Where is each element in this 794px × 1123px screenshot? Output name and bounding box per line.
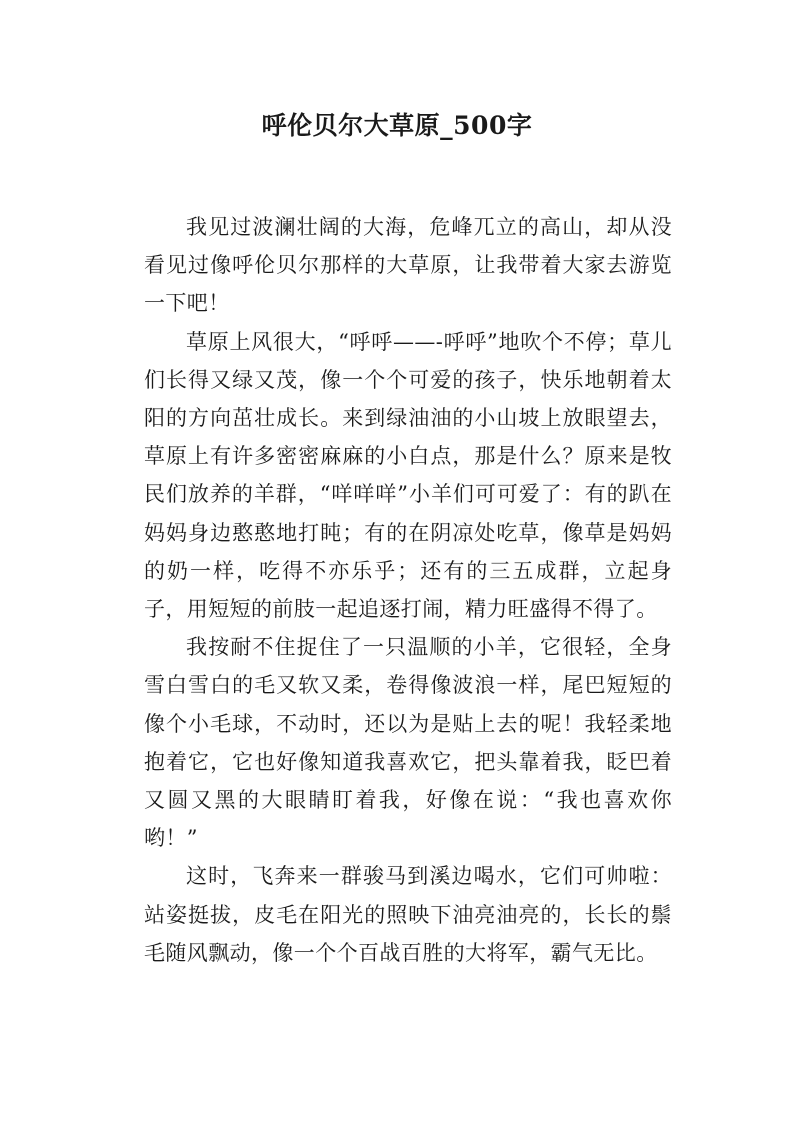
paragraph-2: 草原上风很大，“呼呼——-呼呼”地吹个不停；草儿们长得又绿又茂，像一个个可爱的孩子，快乐地朝着太阳的方向茁壮成长。来到绿油油的小山坡上放眼望去，草原上有许多密密麻麻的小白点，那是什么？原来是牧民们放养的羊群，“咩咩咩”小羊们可可爱了：有的趴在妈妈身边憨憨地打盹；有的在阴凉处吃草，像草是妈妈的奶一样，吃得不亦乐乎；还有的三五成群，立起身子，用短短的前肢一起追逐打闹，精力旺盛得不得了。 — [144, 329, 672, 622]
paragraph-1: 我见过波澜壮阔的大海，危峰兀立的高山，却从没看见过像呼伦贝尔那样的大草原，让我带着大家去游览一下吧！ — [144, 215, 672, 316]
paragraph-3: 我按耐不住捉住了一只温顺的小羊，它很轻，全身雪白雪白的毛又软又柔，卷得像波浪一样，尾巴短短的像个小毛球，不动时，还以为是贴上去的呢！我轻柔地抱着它，它也好像知道我喜欢它，把头靠着我，眨巴着又圆又黑的大眼睛盯着我，好像在说：“我也喜欢你哟！” — [144, 635, 672, 851]
paragraph-4: 这时，飞奔来一群骏马到溪边喝水，它们可帅啦：站姿挺拔，皮毛在阳光的照映下油亮油亮的，长长的鬃毛随风飘动，像一个个百战百胜的大将军，霸气无比。 — [144, 864, 672, 965]
page-title: 呼伦贝尔大草原_500字 — [261, 111, 533, 140]
article-body — [144, 208, 672, 972]
